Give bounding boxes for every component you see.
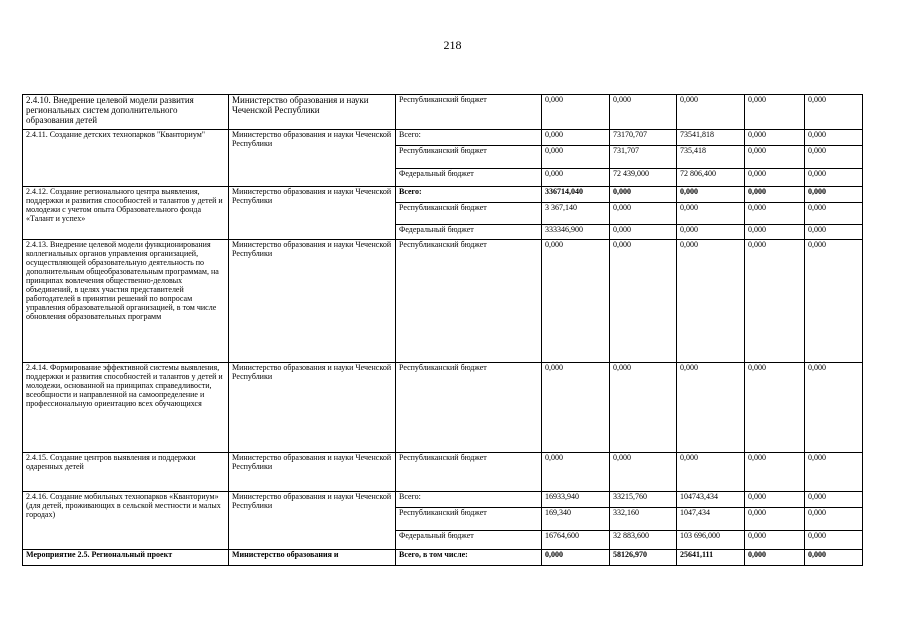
- value-cell: 0,000: [805, 169, 863, 187]
- table-row: [23, 95, 863, 130]
- funding-source: Федеральный бюджет: [396, 225, 542, 240]
- measure-name: Мероприятие 2.5. Региональный проект: [23, 550, 229, 566]
- value-cell: 0,000: [542, 240, 610, 363]
- value-cell: 0,000: [805, 492, 863, 508]
- responsible-org: Министерство образования и науки Чеченской Республики: [229, 130, 396, 187]
- responsible-org: Министерство образования и науки Чеченской Республики: [229, 492, 396, 550]
- responsible-org: Министерство образования и науки Чеченской Республики: [229, 363, 396, 453]
- value-cell: 0,000: [745, 169, 805, 187]
- value-cell: 0,000: [610, 240, 677, 363]
- table-row: [23, 550, 863, 566]
- value-cell: 0,000: [805, 363, 863, 453]
- value-cell: 0,000: [805, 130, 863, 146]
- value-cell: 336714,040: [542, 187, 610, 203]
- value-cell: 0,000: [745, 240, 805, 363]
- value-cell: 0,000: [805, 95, 863, 130]
- value-cell: 103 696,000: [677, 531, 745, 550]
- value-cell: 0,000: [677, 453, 745, 492]
- value-cell: 169,340: [542, 508, 610, 531]
- value-cell: 0,000: [677, 240, 745, 363]
- funding-source: Федеральный бюджет: [396, 531, 542, 550]
- value-cell: 3 367,140: [542, 203, 610, 225]
- value-cell: 0,000: [805, 146, 863, 169]
- funding-source: Республиканский бюджет: [396, 240, 542, 363]
- responsible-org: Министерство образования и науки Чеченской Республики: [229, 453, 396, 492]
- value-cell: 16764,600: [542, 531, 610, 550]
- value-cell: 0,000: [745, 95, 805, 130]
- value-cell: 0,000: [805, 203, 863, 225]
- value-cell: 0,000: [805, 187, 863, 203]
- funding-source: Всего:: [396, 187, 542, 203]
- value-cell: 735,418: [677, 146, 745, 169]
- value-cell: 0,000: [542, 363, 610, 453]
- value-cell: 0,000: [805, 225, 863, 240]
- value-cell: 72 806,400: [677, 169, 745, 187]
- responsible-org: Министерство образования и науки Чеченской Республики: [229, 95, 396, 130]
- value-cell: 0,000: [542, 550, 610, 566]
- value-cell: 0,000: [610, 363, 677, 453]
- value-cell: 0,000: [542, 169, 610, 187]
- value-cell: 0,000: [542, 95, 610, 130]
- value-cell: 0,000: [677, 363, 745, 453]
- value-cell: 16933,940: [542, 492, 610, 508]
- value-cell: 333346,900: [542, 225, 610, 240]
- value-cell: 0,000: [610, 187, 677, 203]
- value-cell: 0,000: [745, 146, 805, 169]
- funding-source: Всего:: [396, 492, 542, 508]
- value-cell: 73170,707: [610, 130, 677, 146]
- value-cell: 0,000: [745, 225, 805, 240]
- value-cell: 0,000: [542, 453, 610, 492]
- value-cell: 0,000: [805, 531, 863, 550]
- funding-source: Всего, в том числе:: [396, 550, 542, 566]
- funding-source: Республиканский бюджет: [396, 508, 542, 531]
- responsible-org: Министерство образования и науки Чеченской Республики: [229, 240, 396, 363]
- value-cell: 58126,970: [610, 550, 677, 566]
- value-cell: 0,000: [542, 130, 610, 146]
- value-cell: 0,000: [745, 187, 805, 203]
- value-cell: 25641,111: [677, 550, 745, 566]
- measure-name: 2.4.12. Создание регионального центра выявления, поддержки и развития способностей и талантов у детей и молодежи с учетом опыта Образовательного фонда «Талант и успех»: [23, 187, 229, 240]
- table-row: [23, 240, 863, 363]
- value-cell: 0,000: [805, 240, 863, 363]
- funding-source: Республиканский бюджет: [396, 363, 542, 453]
- value-cell: 332,160: [610, 508, 677, 531]
- value-cell: 104743,434: [677, 492, 745, 508]
- value-cell: 0,000: [677, 187, 745, 203]
- value-cell: 0,000: [677, 203, 745, 225]
- responsible-org: Министерство образования и науки Чеченской Республики: [229, 187, 396, 240]
- value-cell: 0,000: [745, 363, 805, 453]
- funding-source: Всего:: [396, 130, 542, 146]
- value-cell: 0,000: [677, 95, 745, 130]
- value-cell: 0,000: [745, 453, 805, 492]
- table-row: [23, 130, 863, 146]
- table-row: [23, 187, 863, 203]
- value-cell: 0,000: [805, 453, 863, 492]
- table-row: [23, 363, 863, 453]
- measure-name: 2.4.11. Создание детских технопарков "Кванториум": [23, 130, 229, 187]
- value-cell: 0,000: [542, 146, 610, 169]
- value-cell: 1047,434: [677, 508, 745, 531]
- value-cell: 0,000: [745, 531, 805, 550]
- value-cell: 0,000: [677, 225, 745, 240]
- measure-name: 2.4.14. Формирование эффективной системы выявления, поддержки и развития способностей и талантов у детей и молодежи, основанной на принципах справедливости, всеобщности и направленной на самоопределение и профессиональную ориентацию всех обучающихся: [23, 363, 229, 453]
- responsible-org: Министерство образования и: [229, 550, 396, 566]
- value-cell: 0,000: [745, 492, 805, 508]
- value-cell: 32 883,600: [610, 531, 677, 550]
- funding-source: Республиканский бюджет: [396, 95, 542, 130]
- funding-source: Республиканский бюджет: [396, 203, 542, 225]
- funding-source: Республиканский бюджет: [396, 146, 542, 169]
- measure-name: 2.4.10. Внедрение целевой модели развития региональных систем дополнительного образования детей: [23, 95, 229, 130]
- table-row: [23, 453, 863, 492]
- value-cell: 0,000: [610, 453, 677, 492]
- value-cell: 0,000: [610, 203, 677, 225]
- value-cell: 0,000: [745, 508, 805, 531]
- value-cell: 0,000: [805, 508, 863, 531]
- value-cell: 0,000: [745, 550, 805, 566]
- value-cell: 0,000: [805, 550, 863, 566]
- table-row: [23, 492, 863, 508]
- value-cell: 72 439,000: [610, 169, 677, 187]
- value-cell: 73541,818: [677, 130, 745, 146]
- value-cell: 33215,760: [610, 492, 677, 508]
- value-cell: 0,000: [610, 95, 677, 130]
- value-cell: 0,000: [745, 130, 805, 146]
- measure-name: 2.4.13. Внедрение целевой модели функционирования коллегиальных органов управления организацией, осуществляющей образовательную деятельность по дополнительным общеобразовательным программам, на принципах вовлечения общественно-деловых объединений, в целях участия представителей работодателей в принятии решений по вопросам управления образовательной организацией, в том числе обновления образовательных программ: [23, 240, 229, 363]
- page-number: 218: [443, 38, 462, 52]
- budget-table: [22, 94, 863, 566]
- measure-name: 2.4.16. Создание мобильных технопарков «Кванториум» (для детей, проживающих в сельской местности и малых городах): [23, 492, 229, 550]
- measure-name: 2.4.15. Создание центров выявления и поддержки одаренных детей: [23, 453, 229, 492]
- funding-source: Федеральный бюджет: [396, 169, 542, 187]
- value-cell: 0,000: [610, 225, 677, 240]
- funding-source: Республиканский бюджет: [396, 453, 542, 492]
- value-cell: 731,707: [610, 146, 677, 169]
- value-cell: 0,000: [745, 203, 805, 225]
